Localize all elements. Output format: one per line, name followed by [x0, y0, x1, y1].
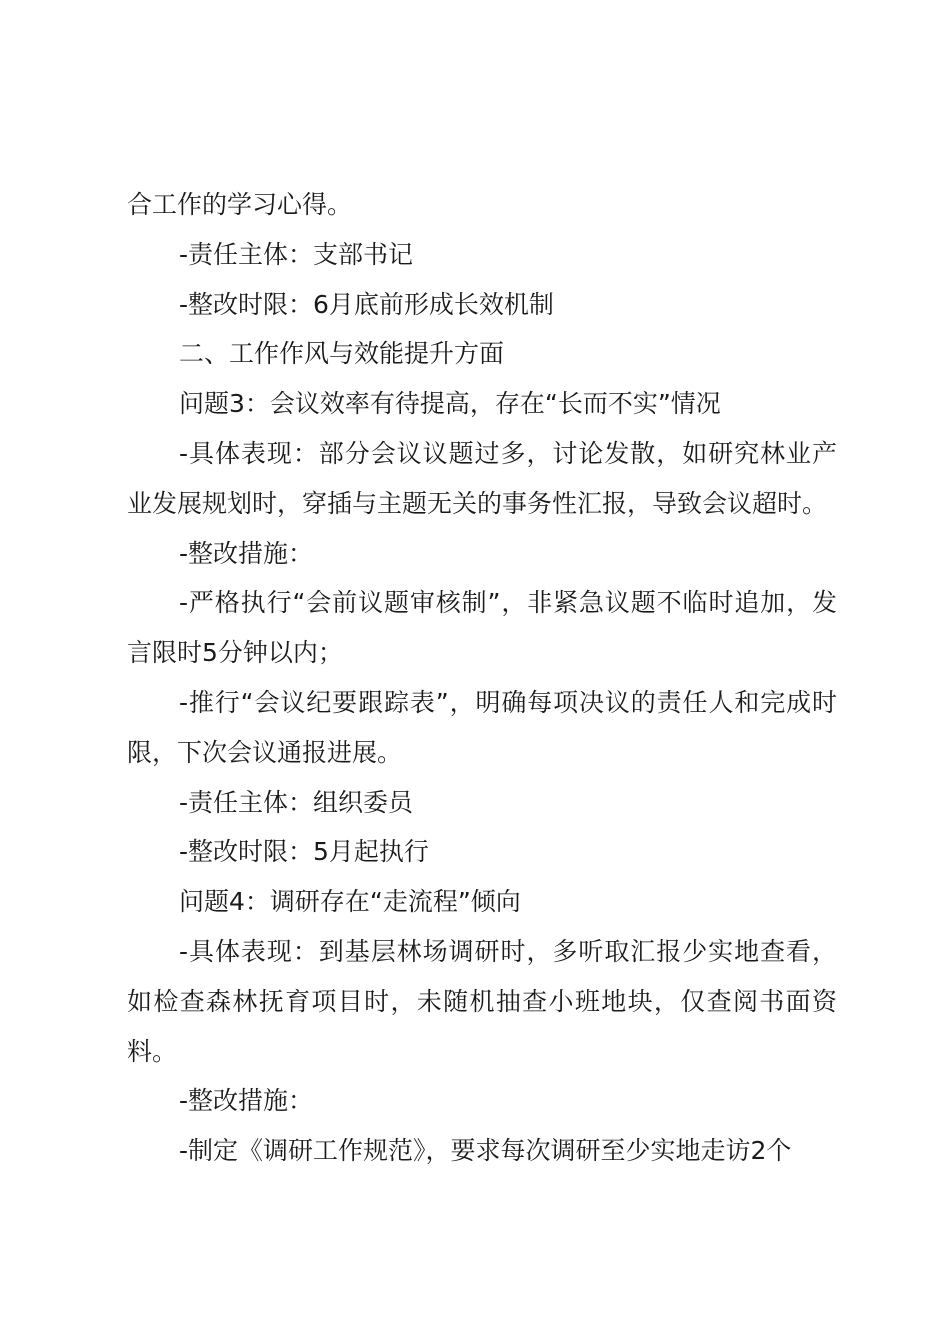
paragraph: 合工作的学习心得。: [127, 190, 353, 219]
paragraph: -制定《调研工作规范》，要求每次调研至少实地走访2个: [179, 1136, 792, 1166]
paragraph: -整改措施：: [179, 538, 314, 568]
document-body: [127, 180, 837, 1176]
paragraph: -整改措施：: [179, 1086, 314, 1116]
paragraph: -具体表现：到基层林场调研时，多听取汇报少实地查看，如检查森林抚育项目时，未随机抽查小班地块，仅查阅书面资料。: [127, 936, 837, 1066]
paragraph: -推行“会议纪要跟踪表”，明确每项决议的责任人和完成时限，下次会议通报进展。: [127, 687, 837, 767]
paragraph: -责任主体：组织委员: [179, 787, 414, 817]
paragraph: -具体表现：部分会议议题过多，讨论发散，如研究林业产业发展规划时，穿插与主题无关的事务性汇报，导致会议超时。: [127, 438, 837, 518]
issue-heading: 问题4：调研存在“走流程”倾向: [179, 887, 521, 917]
section-heading: 二、工作作风与效能提升方面: [179, 339, 505, 369]
paragraph: -整改时限：5月起执行: [179, 837, 429, 867]
issue-heading: 问题3：会议效率有待提高，存在“长而不实”情况: [179, 389, 721, 419]
paragraph: -严格执行“会前议题审核制”，非紧急议题不临时追加，发言限时5分钟以内；: [127, 588, 837, 668]
paragraph: -整改时限：6月底前形成长效机制: [179, 289, 554, 319]
paragraph: -责任主体：支部书记: [179, 239, 414, 269]
